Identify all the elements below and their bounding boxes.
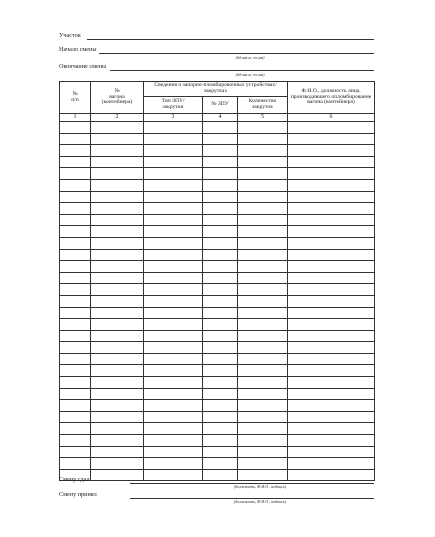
table-cell[interactable]	[203, 179, 238, 191]
table-cell[interactable]	[144, 272, 203, 284]
table-cell[interactable]	[144, 203, 203, 215]
col-header-wagon: № вагона (контейнера)	[91, 82, 144, 114]
col-header-seal-number: № ЗПУ	[203, 97, 238, 114]
col-header-seal-quantity: Количество закруток	[238, 97, 288, 114]
table-cell[interactable]	[60, 423, 91, 435]
shift-start-label: Начало смены	[59, 46, 97, 53]
table-cell[interactable]	[60, 307, 91, 319]
table-row	[60, 272, 375, 284]
table-cell[interactable]	[238, 319, 288, 331]
table-cell[interactable]	[91, 272, 144, 284]
table-cell[interactable]	[288, 400, 375, 412]
table-cell[interactable]	[60, 435, 91, 447]
table-cell[interactable]	[288, 249, 375, 261]
table-cell[interactable]	[288, 145, 375, 157]
table-cell[interactable]	[60, 458, 91, 470]
table-cell[interactable]	[91, 435, 144, 447]
table-cell[interactable]	[238, 458, 288, 470]
table-cell[interactable]	[144, 284, 203, 296]
handed-over-label: Смену сдал	[59, 476, 90, 483]
table-cell[interactable]	[60, 203, 91, 215]
table-row	[60, 423, 375, 435]
table-cell[interactable]	[144, 458, 203, 470]
table-row	[60, 226, 375, 238]
table-cell[interactable]	[288, 261, 375, 273]
table-cell[interactable]	[288, 156, 375, 168]
table-cell[interactable]	[203, 458, 238, 470]
table-cell[interactable]	[203, 168, 238, 180]
table-cell[interactable]	[288, 295, 375, 307]
table-row	[60, 411, 375, 423]
column-number: 2	[91, 114, 144, 122]
table-cell[interactable]	[238, 214, 288, 226]
table-cell[interactable]	[288, 272, 375, 284]
accepted-label: Смену принял	[59, 491, 97, 498]
table-cell[interactable]	[203, 284, 238, 296]
table-cell[interactable]	[60, 342, 91, 354]
table-row	[60, 400, 375, 412]
table-cell[interactable]	[144, 191, 203, 203]
table-cell[interactable]	[238, 295, 288, 307]
table-cell[interactable]	[144, 122, 203, 134]
table-cell[interactable]	[144, 214, 203, 226]
table-cell[interactable]	[203, 446, 238, 458]
table-cell[interactable]	[60, 377, 91, 389]
table-cell[interactable]	[288, 203, 375, 215]
table-cell[interactable]	[144, 411, 203, 423]
table-cell[interactable]	[203, 261, 238, 273]
table-cell[interactable]	[238, 168, 288, 180]
table-cell[interactable]	[91, 400, 144, 412]
table-cell[interactable]	[238, 423, 288, 435]
table-cell[interactable]	[288, 377, 375, 389]
seal-journal-table	[59, 81, 375, 481]
table-cell[interactable]	[144, 365, 203, 377]
table-row	[60, 261, 375, 273]
table-cell[interactable]	[288, 365, 375, 377]
table-row	[60, 179, 375, 191]
table-cell[interactable]	[288, 446, 375, 458]
table-cell[interactable]	[91, 249, 144, 261]
table-cell[interactable]	[288, 319, 375, 331]
table-cell[interactable]	[203, 203, 238, 215]
table-cell[interactable]	[238, 284, 288, 296]
table-cell[interactable]	[238, 446, 288, 458]
table-cell[interactable]	[288, 458, 375, 470]
table-cell[interactable]	[60, 319, 91, 331]
table-cell[interactable]	[91, 307, 144, 319]
table-cell[interactable]	[238, 307, 288, 319]
column-number: 1	[60, 114, 91, 122]
table-cell[interactable]	[288, 284, 375, 296]
table-cell[interactable]	[288, 122, 375, 134]
table-cell[interactable]	[144, 237, 203, 249]
table-cell[interactable]	[238, 330, 288, 342]
table-row	[60, 458, 375, 470]
table-cell[interactable]	[288, 168, 375, 180]
table-cell[interactable]	[91, 377, 144, 389]
col-header-seal-type: Тип ЗПУ/ закрутки	[144, 97, 203, 114]
table-cell[interactable]	[60, 353, 91, 365]
table-cell[interactable]	[238, 272, 288, 284]
table-cell[interactable]	[60, 365, 91, 377]
table-cell[interactable]	[238, 261, 288, 273]
table-cell[interactable]	[288, 214, 375, 226]
column-number: 6	[288, 114, 375, 122]
table-cell[interactable]	[91, 145, 144, 157]
table-cell[interactable]	[91, 342, 144, 354]
table-cell[interactable]	[60, 284, 91, 296]
table-cell[interactable]	[91, 388, 144, 400]
table-cell[interactable]	[203, 145, 238, 157]
table-cell[interactable]	[203, 423, 238, 435]
table-cell[interactable]	[60, 446, 91, 458]
table-row	[60, 168, 375, 180]
table-cell[interactable]	[144, 377, 203, 389]
table-cell[interactable]	[91, 469, 144, 481]
table-cell[interactable]	[238, 249, 288, 261]
table-cell[interactable]	[91, 133, 144, 145]
table-row	[60, 203, 375, 215]
table-cell[interactable]	[144, 423, 203, 435]
table-cell[interactable]	[288, 191, 375, 203]
table-row	[60, 330, 375, 342]
table-cell[interactable]	[91, 122, 144, 134]
table-row	[60, 214, 375, 226]
table-cell[interactable]	[91, 411, 144, 423]
table-cell[interactable]	[144, 307, 203, 319]
table-cell[interactable]	[144, 226, 203, 238]
table-cell[interactable]	[288, 342, 375, 354]
table-cell[interactable]	[144, 179, 203, 191]
table-cell[interactable]	[203, 319, 238, 331]
shift-end-hint: (дд.мм.гг. чч.мм)	[235, 72, 265, 77]
table-cell[interactable]	[238, 226, 288, 238]
table-cell[interactable]	[60, 272, 91, 284]
table-cell[interactable]	[60, 133, 91, 145]
table-cell[interactable]	[203, 133, 238, 145]
table-row	[60, 237, 375, 249]
table-cell[interactable]	[91, 179, 144, 191]
table-cell[interactable]	[288, 411, 375, 423]
table-cell[interactable]	[60, 261, 91, 273]
table-cell[interactable]	[238, 133, 288, 145]
table-cell[interactable]	[238, 342, 288, 354]
shift-end-field[interactable]	[110, 70, 374, 71]
handed-over-hint: (должность, Ф.И.О., подпись)	[233, 484, 287, 489]
table-cell[interactable]	[238, 435, 288, 447]
table-cell[interactable]	[91, 423, 144, 435]
table-cell[interactable]	[91, 156, 144, 168]
table-cell[interactable]	[288, 133, 375, 145]
table-row	[60, 435, 375, 447]
table-cell[interactable]	[60, 145, 91, 157]
table-cell[interactable]	[91, 203, 144, 215]
table-cell[interactable]	[91, 284, 144, 296]
table-cell[interactable]	[203, 330, 238, 342]
table-cell[interactable]	[60, 330, 91, 342]
table-cell[interactable]	[91, 330, 144, 342]
table-row	[60, 469, 375, 481]
table-cell[interactable]	[60, 226, 91, 238]
table-cell[interactable]	[144, 353, 203, 365]
table-cell[interactable]	[203, 214, 238, 226]
table-cell[interactable]	[288, 179, 375, 191]
table-cell[interactable]	[91, 353, 144, 365]
table-cell[interactable]	[238, 377, 288, 389]
table-row	[60, 156, 375, 168]
table-row	[60, 388, 375, 400]
table-cell[interactable]	[91, 168, 144, 180]
section-field[interactable]	[87, 39, 374, 40]
shift-start-hint: (дд.мм.гг. чч.мм)	[235, 55, 265, 60]
section-label: Участок	[59, 32, 81, 39]
shift-end-label: Окончание смены	[59, 63, 107, 70]
table-row	[60, 122, 375, 134]
table-cell[interactable]	[144, 156, 203, 168]
table-cell[interactable]	[144, 342, 203, 354]
table-row	[60, 377, 375, 389]
table-cell[interactable]	[288, 307, 375, 319]
table-cell[interactable]	[144, 435, 203, 447]
table-cell[interactable]	[60, 237, 91, 249]
table-cell[interactable]	[203, 295, 238, 307]
table-row	[60, 284, 375, 296]
table-cell[interactable]	[60, 295, 91, 307]
column-number: 5	[238, 114, 288, 122]
table-cell[interactable]	[144, 295, 203, 307]
table-cell[interactable]	[238, 145, 288, 157]
table-cell[interactable]	[203, 365, 238, 377]
table-cell[interactable]	[144, 469, 203, 481]
table-row	[60, 249, 375, 261]
table-cell[interactable]	[238, 237, 288, 249]
table-cell[interactable]	[288, 330, 375, 342]
column-numbers-row	[60, 114, 375, 122]
table-cell[interactable]	[144, 261, 203, 273]
table-cell[interactable]	[144, 133, 203, 145]
table-cell[interactable]	[144, 388, 203, 400]
table-cell[interactable]	[60, 156, 91, 168]
table-row	[60, 133, 375, 145]
table-cell[interactable]	[144, 168, 203, 180]
table-cell[interactable]	[203, 122, 238, 134]
table-row	[60, 319, 375, 331]
table-cell[interactable]	[288, 388, 375, 400]
table-cell[interactable]	[60, 191, 91, 203]
table-cell[interactable]	[238, 411, 288, 423]
table-cell[interactable]	[238, 179, 288, 191]
col-header-number: № п/п	[60, 82, 91, 114]
table-row	[60, 191, 375, 203]
table-cell[interactable]	[91, 295, 144, 307]
table-row	[60, 307, 375, 319]
table-cell[interactable]	[203, 249, 238, 261]
table-cell[interactable]	[60, 249, 91, 261]
table-cell[interactable]	[91, 261, 144, 273]
table-cell[interactable]	[288, 237, 375, 249]
accepted-hint: (должность, Ф.И.О., подпись)	[233, 499, 287, 504]
table-cell[interactable]	[144, 249, 203, 261]
table-cell[interactable]	[288, 435, 375, 447]
table-cell[interactable]	[238, 203, 288, 215]
table-cell[interactable]	[203, 342, 238, 354]
table-cell[interactable]	[144, 330, 203, 342]
table-cell[interactable]	[203, 411, 238, 423]
table-cell[interactable]	[60, 400, 91, 412]
column-number: 4	[203, 114, 238, 122]
table-cell[interactable]	[91, 365, 144, 377]
table-row	[60, 446, 375, 458]
table-cell[interactable]	[238, 365, 288, 377]
table-cell[interactable]	[91, 446, 144, 458]
table-cell[interactable]	[203, 388, 238, 400]
col-header-person: Ф.И.О., должность лица, производившего опломбирование вагона (контейнера)	[288, 82, 375, 114]
col-header-seal-group: Сведения о запорно-пломбировочных устройствах/закрутках	[144, 82, 288, 97]
table-cell[interactable]	[238, 400, 288, 412]
table-cell[interactable]	[60, 388, 91, 400]
table-cell[interactable]	[288, 353, 375, 365]
column-number: 3	[144, 114, 203, 122]
table-cell[interactable]	[288, 469, 375, 481]
table-cell[interactable]	[60, 179, 91, 191]
table-cell[interactable]	[203, 237, 238, 249]
table-cell[interactable]	[60, 122, 91, 134]
table-cell[interactable]	[203, 226, 238, 238]
table-cell[interactable]	[238, 388, 288, 400]
table-cell[interactable]	[144, 319, 203, 331]
table-cell[interactable]	[203, 307, 238, 319]
table-cell[interactable]	[60, 214, 91, 226]
table-cell[interactable]	[60, 411, 91, 423]
table-cell[interactable]	[144, 400, 203, 412]
table-row	[60, 342, 375, 354]
table-cell[interactable]	[203, 272, 238, 284]
table-cell[interactable]	[91, 458, 144, 470]
table-cell[interactable]	[91, 226, 144, 238]
table-cell[interactable]	[288, 423, 375, 435]
shift-start-field[interactable]	[99, 53, 374, 54]
table-cell[interactable]	[203, 156, 238, 168]
table-cell[interactable]	[238, 353, 288, 365]
table-cell[interactable]	[203, 377, 238, 389]
table-cell[interactable]	[203, 400, 238, 412]
table-cell[interactable]	[91, 191, 144, 203]
table-cell[interactable]	[203, 435, 238, 447]
table-cell[interactable]	[91, 214, 144, 226]
table-cell[interactable]	[60, 168, 91, 180]
table-cell[interactable]	[203, 191, 238, 203]
table-cell[interactable]	[144, 446, 203, 458]
table-cell[interactable]	[238, 191, 288, 203]
table-row	[60, 353, 375, 365]
table-cell[interactable]	[288, 226, 375, 238]
table-cell[interactable]	[238, 156, 288, 168]
table-row	[60, 145, 375, 157]
table-cell[interactable]	[91, 319, 144, 331]
table-cell[interactable]	[238, 469, 288, 481]
table-cell[interactable]	[238, 122, 288, 134]
table-cell[interactable]	[144, 145, 203, 157]
table-row	[60, 295, 375, 307]
table-cell[interactable]	[203, 469, 238, 481]
table-cell[interactable]	[203, 353, 238, 365]
table-cell[interactable]	[91, 237, 144, 249]
table-row	[60, 365, 375, 377]
